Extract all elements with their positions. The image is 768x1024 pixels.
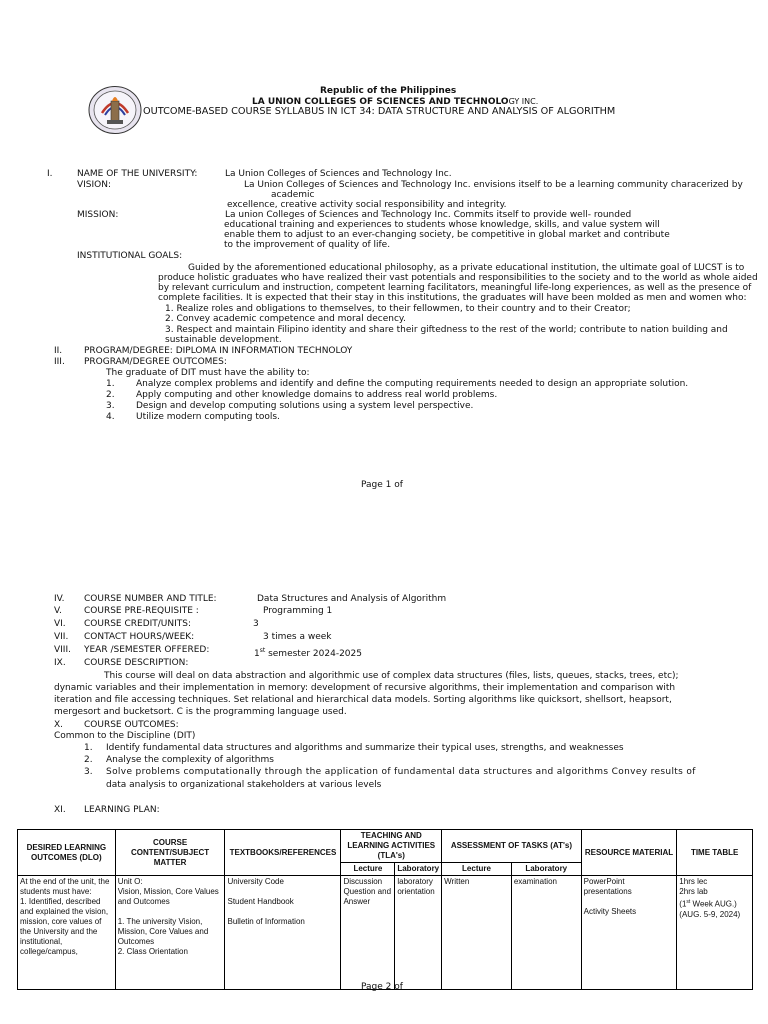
mission-line-4: to the improvement of quality of life.: [224, 240, 391, 250]
content-item-2: 2. Class Orientation: [117, 947, 188, 956]
content-item-1: 1. The university Vision, Mission, Core Values and Outcomes: [117, 917, 209, 946]
course-outcome-1: Identify fundamental data structures and algorithms and summarize their typical uses, strengths, and weaknesses: [106, 743, 624, 753]
cell-at-lecture: Written: [442, 876, 512, 990]
dlo-item-1: 1. Identified, described and explained the vision, mission, core values of the University and the institutional, college/campus,: [20, 897, 109, 956]
cell-textbooks: [225, 876, 341, 990]
ref-university-code: University Code: [227, 877, 284, 886]
cell-course-content: [115, 876, 225, 990]
section-iii-number: III.: [54, 357, 65, 367]
mission-line-1: La union Colleges of Sciences and Technology Inc. Commits itself to provide well- rounded: [225, 210, 632, 220]
mission-label: MISSION:: [77, 210, 119, 220]
cell-time-table: [677, 876, 753, 990]
goals-item-3-cont: sustainable development.: [165, 335, 282, 345]
program-outcome-4: Utilize modern computing tools.: [136, 412, 280, 422]
program-outcome-4-number: 4.: [106, 412, 115, 422]
mission-line-2: educational training and experiences to students whose knowledge, skills, and value system will: [224, 220, 660, 230]
goals-item-3: 3. Respect and maintain Filipino identity and share their giftedness to the rest of the world; contribute to nation building and: [165, 325, 728, 335]
page-2-footer: Page 2 of: [361, 982, 403, 992]
course-description-line-3: iteration and file accessing techniques. Set relational and hierarchical data models. Sorting algorithms like quicksort, shellsort, heapsort,: [54, 695, 672, 705]
program-outcome-2: Apply computing and other knowledge domains to address real world problems.: [136, 390, 498, 400]
header-tla-laboratory: Laboratory: [395, 863, 442, 876]
section-vi-number: VI.: [54, 619, 66, 629]
header-at-lecture: Lecture: [442, 863, 512, 876]
course-description-line-2: dynamic variables and their implementation in memory: development of recursive algorithms, their implementation and comparison with: [54, 683, 676, 693]
header-textbooks: TEXTBOOKS/REFERENCES: [225, 830, 341, 876]
table-row: [18, 876, 753, 990]
program-outcome-1-number: 1.: [106, 379, 115, 389]
goals-label: INSTITUTIONAL GOALS:: [77, 251, 183, 261]
goals-line-1: Guided by the aforementioned educational philosophy, as a private educational institution, the ultimate goal of LUCST is to: [188, 263, 745, 273]
header-at-laboratory: Laboratory: [511, 863, 581, 876]
prerequisite-value: Programming 1: [263, 606, 333, 616]
cell-at-laboratory: examination: [511, 876, 581, 990]
section-v-number: V.: [54, 606, 62, 616]
semester-value-number: 1: [254, 649, 260, 659]
university-seal-icon: [88, 85, 142, 135]
university-value: La Union Colleges of Sciences and Technology Inc.: [225, 169, 452, 179]
course-number-value: Data Structures and Analysis of Algorithm: [257, 594, 447, 604]
ref-bulletin: Bulletin of Information: [227, 917, 305, 926]
course-description-label: COURSE DESCRIPTION:: [84, 658, 189, 668]
course-outcome-3-cont: data analysis to organizational stakeholders at various levels: [106, 780, 382, 790]
cell-tla-lecture: Discussion Question and Answer: [341, 876, 395, 990]
mission-line-3: enable them to adjust to an ever-changing society, be competitive in global market and contribute: [224, 230, 670, 240]
resource-activity-sheets: Activity Sheets: [583, 907, 637, 916]
goals-line-3: by relevant curriculum and instruction, competent learning facilitators, meaningful life-long experiences, as well as the presence of: [158, 283, 752, 293]
program-outcomes-intro: The graduate of DIT must have the ability to:: [106, 368, 310, 378]
header-dlo: DESIRED LEARNING OUTCOMES (DLO): [18, 830, 116, 876]
course-number-label: COURSE NUMBER AND TITLE:: [84, 594, 217, 604]
table-header-row: [18, 830, 753, 863]
ref-student-handbook: Student Handbook: [227, 897, 294, 906]
course-outcome-1-number: 1.: [84, 743, 93, 753]
section-ix-number: IX.: [54, 658, 66, 668]
time-lab-hours: 2hrs lab: [679, 887, 708, 896]
section-xi-number: XI.: [54, 805, 66, 815]
time-dates: (AUG. 5-9, 2024): [679, 909, 741, 919]
republic-heading: Republic of the Philippines: [320, 86, 457, 96]
program-degree: PROGRAM/DEGREE: DIPLOMA IN INFORMATION TECHNOLOY: [84, 346, 353, 356]
time-week-post: Week AUG.): [690, 899, 737, 909]
header-resource: RESOURCE MATERIAL: [581, 830, 677, 876]
cell-tla-laboratory: laboratory orientation: [395, 876, 442, 990]
program-outcomes-label: PROGRAM/DEGREE OUTCOMES:: [84, 357, 227, 367]
course-outcome-3: Solve problems computationally through the application of fundamental data structures and algorithms Convey results of: [106, 767, 696, 777]
course-outcomes-label: COURSE OUTCOMES:: [84, 720, 179, 730]
program-outcome-3: Design and develop computing solutions using a system level perspective.: [136, 401, 474, 411]
header-time-table: TIME TABLE: [677, 830, 753, 876]
vision-line-3: excellence, creative activity social responsibility and integrity.: [227, 200, 507, 210]
semester-label: YEAR /SEMESTER OFFERED:: [84, 645, 210, 655]
header-assessment: ASSESSMENT OF TASKS (AT's): [442, 830, 582, 863]
vision-label: VISION:: [77, 180, 112, 190]
content-unit-title: Unit O:: [117, 877, 143, 886]
section-x-number: X.: [54, 720, 64, 730]
cell-resource: [581, 876, 677, 990]
goals-item-1: 1. Realize roles and obligations to themselves, to their fellowmen, to their country and to their Creator;: [165, 304, 631, 314]
page-1-footer: Page 1 of: [361, 480, 403, 490]
header-course-content: COURSE CONTENT/SUBJECT MATTER: [115, 830, 225, 876]
section-viii-number: VIII.: [54, 645, 71, 655]
program-outcome-3-number: 3.: [106, 401, 115, 411]
semester-value: [254, 645, 362, 660]
learning-plan-table: [17, 829, 753, 990]
time-lecture-hours: 1hrs lec: [679, 877, 708, 886]
course-outcomes-common: Common to the Discipline (DIT): [54, 731, 196, 741]
section-ii-number: II.: [54, 346, 63, 356]
goals-item-2: 2. Convey academic competence and moral decency.: [165, 314, 406, 324]
semester-value-suffix: st: [259, 647, 266, 654]
section-iv-number: IV.: [54, 594, 65, 604]
contact-hours-label: CONTACT HOURS/WEEK:: [84, 632, 195, 642]
course-outcome-2: Analyse the complexity of algorithms: [106, 755, 274, 765]
vision-line-1: La Union Colleges of Sciences and Technology Inc. envisions itself to be a learning community characerized by: [244, 180, 743, 190]
semester-value-rest: semester 2024-2025: [265, 649, 362, 659]
goals-line-2: produce holistic graduates who have realized their vast potentials and responsibilities to the society and to the world as whole aided: [158, 273, 758, 283]
credit-units-label: COURSE CREDIT/UNITS:: [84, 619, 192, 629]
credit-units-value: 3: [253, 619, 259, 629]
section-i-number: I.: [47, 169, 53, 179]
course-outcome-2-number: 2.: [84, 755, 93, 765]
time-week-pre: (1: [679, 899, 687, 909]
header-tla: TEACHING AND LEARNING ACTIVITIES (TLA's): [341, 830, 442, 863]
time-week: [679, 897, 750, 910]
course-outcome-3-number: 3.: [84, 767, 93, 777]
dlo-intro: At the end of the unit, the students must have:: [20, 877, 110, 896]
course-description-line-1: This course will deal on data abstraction and algorithmic use of complex data structures (files, lists, queues, stacks, trees, etc);: [104, 671, 679, 681]
resource-powerpoint: PowerPoint presentations: [583, 877, 632, 896]
time-week-sup: st: [686, 899, 691, 905]
content-unit-subtitle: Vision, Mission, Core Values and Outcomes: [117, 887, 219, 906]
college-name-suffix: GY INC.: [508, 97, 539, 106]
header-tla-lecture: Lecture: [341, 863, 395, 876]
syllabus-title: OUTCOME-BASED COURSE SYLLABUS IN ICT 34: DATA STRUCTURE AND ANALYSIS OF ALGORITHM: [143, 106, 616, 117]
goals-line-4: complete facilities. It is expected that their stay in this institutions, the graduates will have been molded as men and women who:: [158, 293, 747, 303]
university-label: NAME OF THE UNIVERSITY:: [77, 169, 198, 179]
college-name-bold: LA UNION COLLEGES OF SCIENCES AND TECHNOLO: [252, 97, 509, 107]
program-outcome-1: Analyze complex problems and identify and define the computing requirements needed to design an appropriate solution.: [136, 379, 689, 389]
contact-hours-value: 3 times a week: [263, 632, 332, 642]
section-vii-number: VII.: [54, 632, 69, 642]
prerequisite-label: COURSE PRE-REQUISITE :: [84, 606, 199, 616]
course-description-line-4: mergesort and bucketsort. C is the programming language used.: [54, 707, 347, 717]
learning-plan-label: LEARNING PLAN:: [84, 805, 160, 815]
program-outcome-2-number: 2.: [106, 390, 115, 400]
cell-dlo: [18, 876, 116, 990]
vision-line-2: academic: [271, 190, 315, 200]
